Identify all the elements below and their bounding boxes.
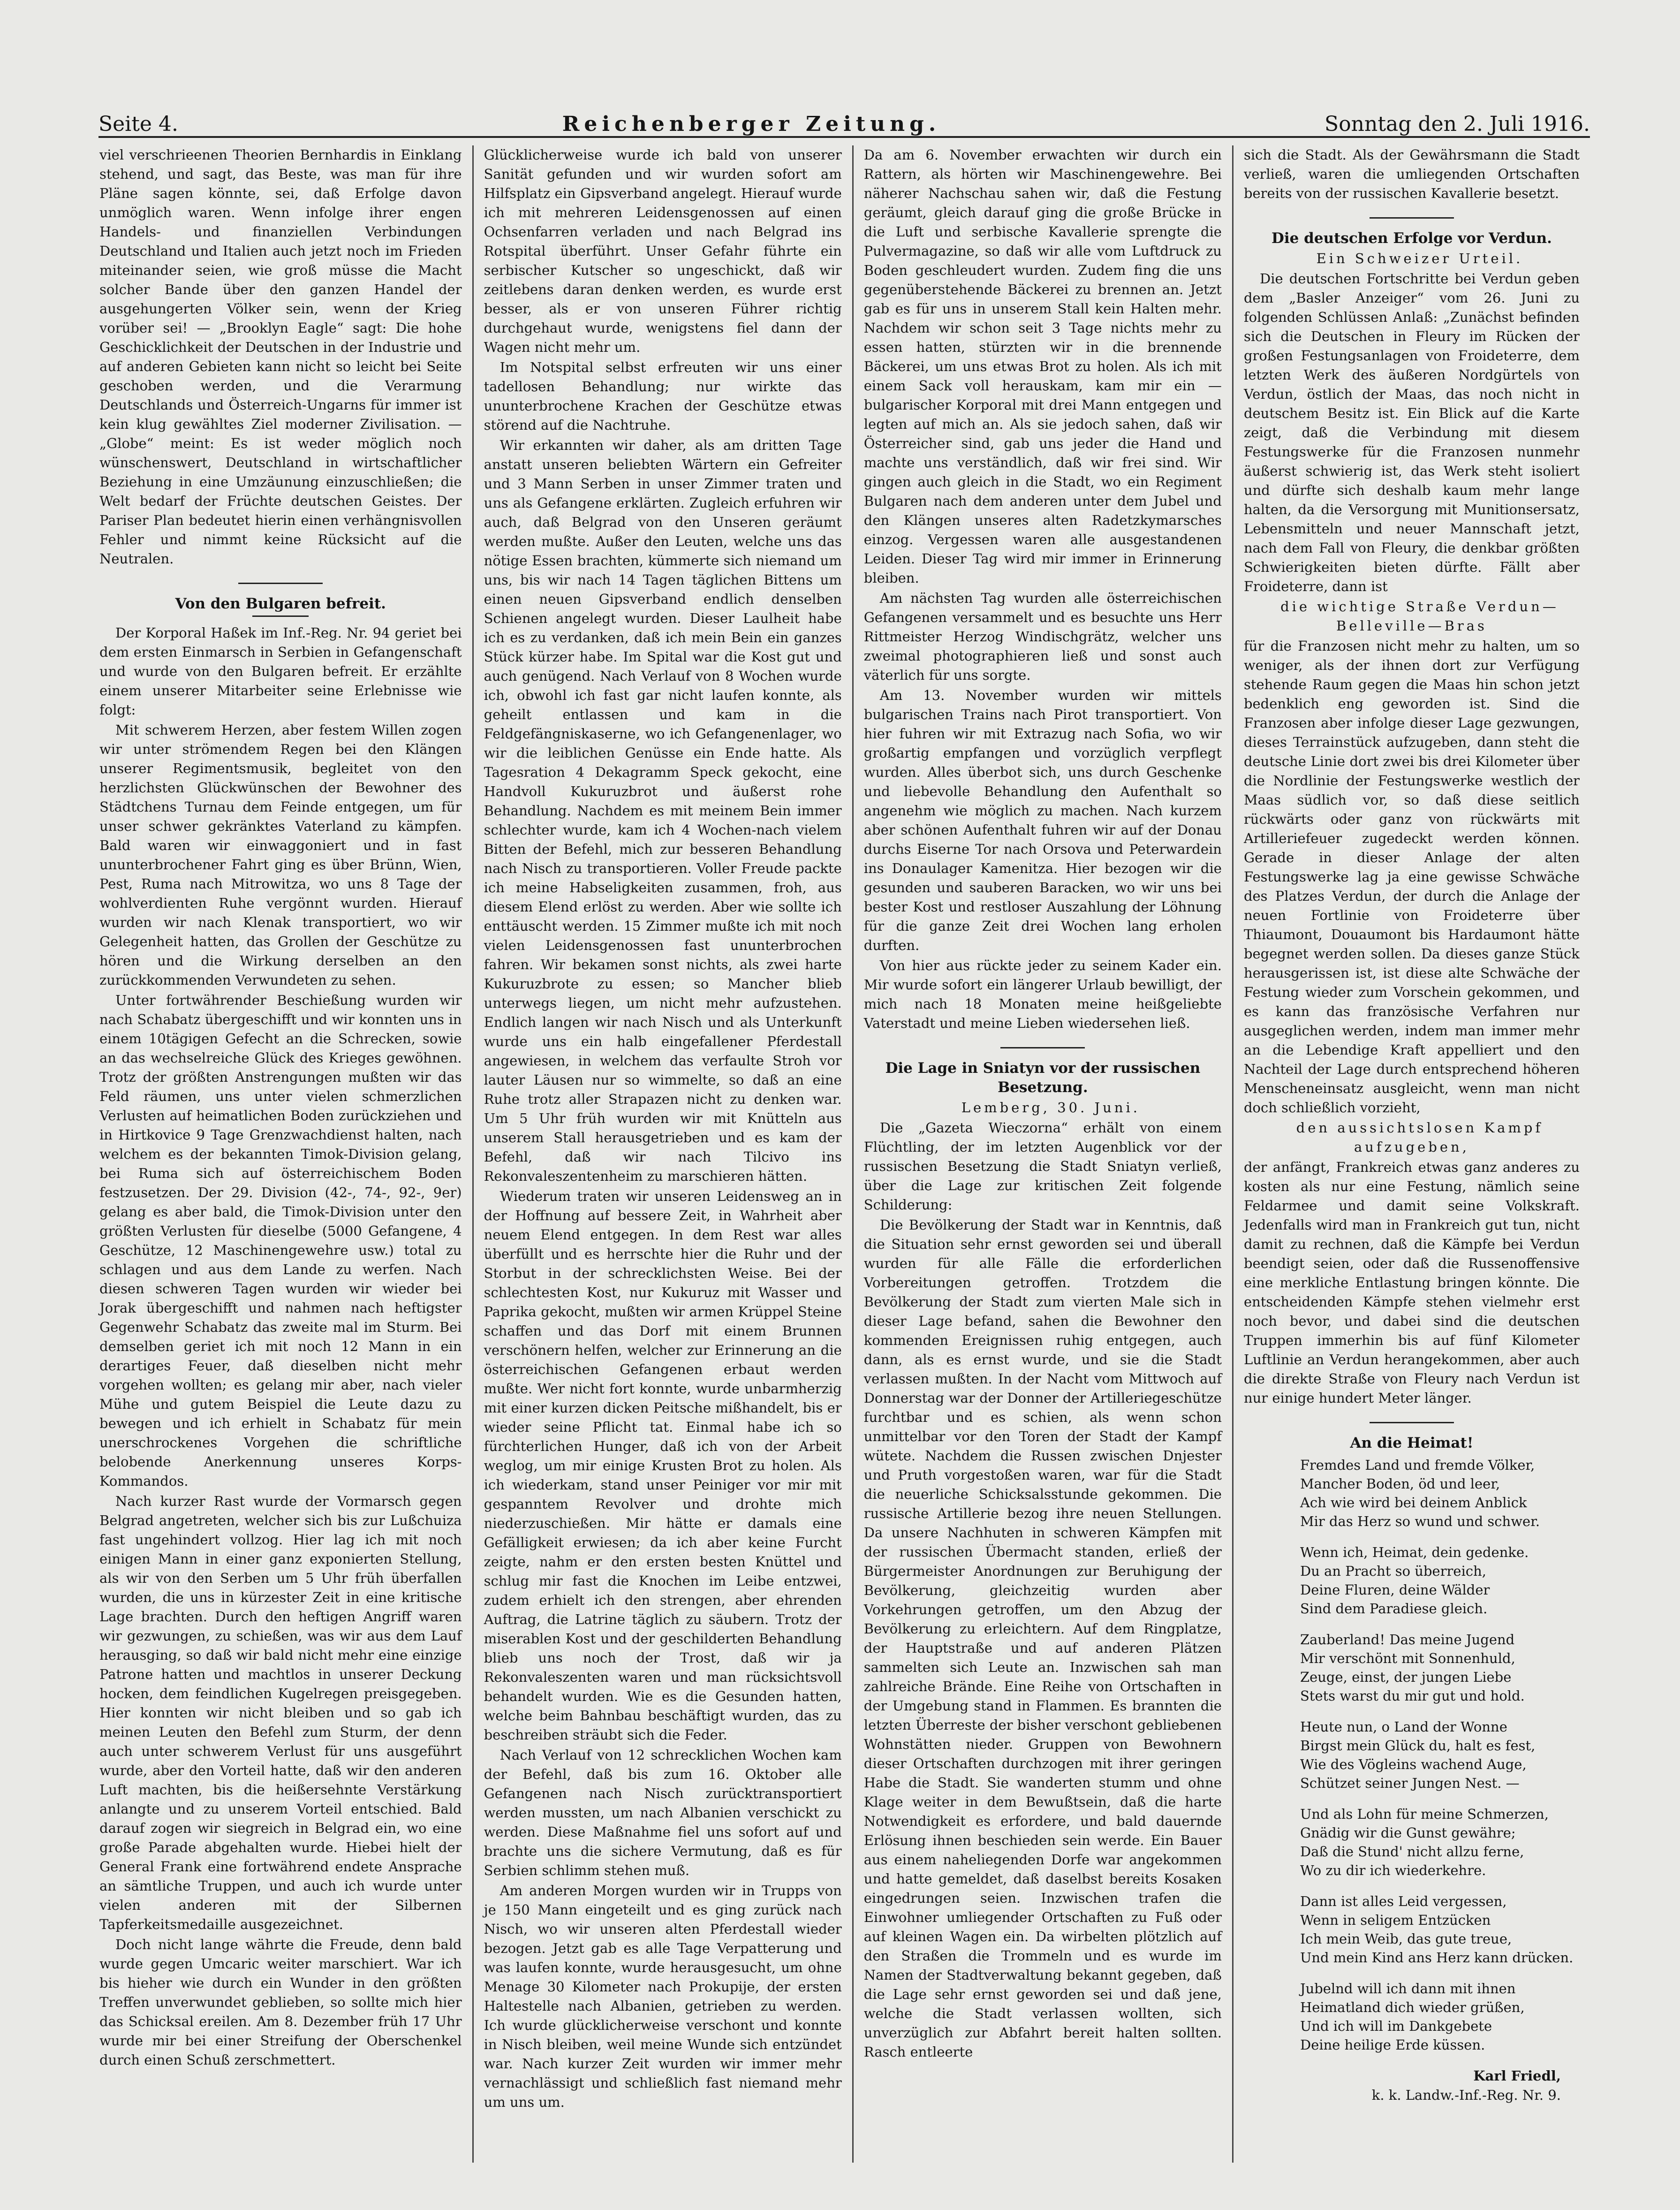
poem-line: Fremdes Land und fremde Völker, [1300, 1457, 1535, 1473]
poem-stanza [1244, 1630, 1580, 1705]
page-header [98, 94, 1590, 138]
divider [252, 615, 309, 617]
poem-stanza [1244, 1456, 1580, 1531]
poem-line: Wo zu dir ich wiederkehre. [1300, 1862, 1486, 1878]
poem-line: Mir das Herz so wund und schwer. [1300, 1513, 1540, 1529]
poem-line: Dann ist alles Leid vergessen, [1300, 1893, 1507, 1909]
divider [1370, 1422, 1454, 1423]
poem-line: Du an Pracht so überreich, [1300, 1563, 1486, 1579]
poem-line: Deine Fluren, deine Wälder [1300, 1582, 1490, 1598]
poem-line: Und ich will im Dankgebete [1300, 2018, 1492, 2034]
column-2 [472, 145, 852, 2163]
masthead: Reichenberger Zeitung. [562, 112, 941, 136]
article-text: Unter fortwährender Beschießung wurden wir nach Schabatz übergeschifft und wir konnten uns in einem 10tägigen Gefecht an die Schrecken, sowie an das wechselreiche Glück des Krieges gewöhnen. Trotz der größten Anstrengungen mußten wir das Feld räumen, uns unter vielen schmerzlichen Verlusten auf heimatlichen Boden zurückziehen und in Hirtkovice 9 Tage Grenzwachdienst halten, nach welchem es der bekannten Timok-Division gelang, bei Ruma sich auf österreichischem Boden festzusetzen. Der 29. Division (42-, 74-, 92-, 9er) gelang es aber bald, die Timok-Division unter den größten Verlusten für dieselbe (5000 Gefangene, 4 Geschütze, 12 Maschinengewehre usw.) total zu schlagen und aus dem Lande zu werfen. Nach diesen schweren Tagen wurden wir wieder bei Jorak übergeschifft und nahmen nach heftigster Gegenwehr Schabatz das zweite mal im Sturm. Bei demselben geriet ich mit noch 12 Mann in ein derartiges Feuer, daß dieselben nicht mehr vorgehen wollten; es gelang mir aber, nach vieler Mühe und gutem Beispiel die Leute dazu zu bewegen und ich erhielt in Schabatz für mein unerschrockenes Vorgehen die schriftliche belobende Anerkennung unseres Korps-Kommandos. [99, 992, 462, 1489]
article-text: der anfängt, Frankreich etwas ganz anderes zu kosten als nur eine Festung, nämlich seine Feldarmee und damit seine Volkskraft. Jedenfalls wird man in Frankreich gut tun, nicht damit zu rechnen, daß die Kämpfe bei Verdun beendigt seien, oder daß die Russenoffensive eine merkliche Entlastung bringen könnte. Die entscheidenden Kämpfe stehen vielmehr erst noch bevor, und dabei sind die deutschen Truppen immerhin bis auf fünf Kilometer Luftlinie an Verdun herangekommen, aber auch die direkte Straße von Fleury nach Verdun ist nur einige hundert Meter länger. [1243, 1159, 1580, 1406]
poem-line: Zauberland! Das meine Jugend [1300, 1632, 1515, 1648]
article-text: Der Korporal Haßek im Inf.-Reg. Nr. 94 geriet bei dem ersten Einmarsch in Serbien in Gefangenschaft und wurde von den Bulgaren befreit. Er erzählte einem unserer Mitarbeiter seine Erlebnisse wie folgt: [99, 625, 462, 718]
poem-line: Heimatland dich wieder grüßen, [1300, 1999, 1525, 2015]
poem-line: Und als Lohn für meine Schmerzen, [1300, 1806, 1549, 1822]
article-text: sich die Stadt. Als der Gewährsmann die Stadt verließ, waren die umliegenden Ortschaften bereits von der russischen Kavallerie besetzt. [1243, 147, 1580, 201]
article-text: Nach kurzer Rast wurde der Vormarsch gegen Belgrad angetreten, welcher sich bis zur Lußchuiza fast ungehindert vollzog. Hier lag ich mit noch einigen Mann in einer ganz exponierten Stellung, als wir von den Serben um 5 Uhr früh überfallen wurden, die uns in kürzester Zeit in eine kritische Lage brachten. Durch den heftigen Angriff waren wir gezwungen, zu schießen, was wir aus dem Lauf herausging, so daß wir bald nicht mehr eine einzige Patrone hatten und machtlos in unserer Deckung hocken, dem feindlichen Kugelregen preisgegeben. Hier konnten wir nicht bleiben und so gab ich meinen Leuten den Befehl zum Sturm, der denn auch unter schwerem Verlust für uns ausgeführt wurde, aber den Vorteil hatte, daß wir den anderen Luft machten, bis die heißersehnte Verstärkung anlangte und zu unserem Vorteil entschied. Bald darauf zogen wir siegreich in Belgrad ein, wo eine große Parade abgehalten wurde. Hiebei hielt der General Frank eine fortwährend endete Ansprache an sämtliche Truppen, und auch ich wurde unter vielen anderen mit der Silbernen Tapferkeitsmedaille ausgezeichnet. [99, 1493, 462, 1932]
page-number: Seite 4. [98, 112, 178, 136]
poem-line: Zeuge, einst, der jungen Liebe [1300, 1669, 1512, 1685]
columns [89, 145, 1590, 2163]
poem-line: Wenn ich, Heimat, dein gedenke. [1300, 1544, 1529, 1560]
article-text: Wiederum traten wir unseren Leidensweg an in der Hoffnung auf bessere Zeit, in Wahrheit aber neuem Elend entgegen. In dem Rest war alles überfüllt und es herrschte hier die Ruhr und der Storbut in der schrecklichsten Weise. Bei der schlechtesten Kost, nur Kukuruz mit Wasser und Paprika gekocht, mußten wir armen Krüppel Steine schaffen und das Dorf mit einem Brunnen verschönern helfen, welcher zur Erinnerung an die österreichischen Gefangenen erbaut werden mußte. Wer nicht fort konnte, wurde unbarmherzig mit einer kurzen dicken Peitsche mißhandelt, bis er wieder seine Pflicht tat. Einmal habe ich so fürchterlichen Hunger, daß ich von der Arbeit weglog, um mir einige Krusten Brot zu holen. Als ich wiederkam, stand unser Peiniger vor mir mit gespanntem Revolver und drohte mich niederzuschießen. Mir hätte er damals eine Gefälligkeit erwiesen; da ich aber keine Furcht zeigte, nahm er den ersten besten Knüttel und schlug mir fast die Knochen im Leibe entzwei, zudem erhielt ich den strengen, aber ehrenden Auftrag, die Latrine täglich zu säubern. Trotz der miserablen Kost und der geschilderten Behandlung blieb uns noch der Trost, daß wir ja Rekonvaleszenten waren und man rücksichtsvoll behandelt wurden. Wie es die Gesunden hatten, welche beim Bahnbau beschäftigt wurden, das zu beschreiben sträubt sich die Feder. [484, 1188, 842, 1743]
poem-stanza [1244, 1979, 1580, 2054]
author-unit: k. k. Landw.-Inf.-Reg. Nr. 9. [1371, 2087, 1561, 2103]
article-text: Die Bevölkerung der Stadt war in Kenntnis, daß die Situation sehr ernst geworden sei und überall wurden für alle Fälle die erforderlichen Vorbereitungen getroffen. Trotzdem die Bevölkerung der Stadt zum vierten Male sich in dieser Lage befand, sahen die Bewohner den kommenden Ereignissen ruhig entgegen, auch dann, als es ernst wurde, und sie die Stadt verlassen mußten. In der Nacht vom Mittwoch auf Donnerstag war der Donner der Artilleriegeschütze furchtbar und es schien, als wenn schon unmittelbar vor den Toren der Stadt der Kampf wütete. Nachdem die Russen zwischen Dnjester und Pruth vorgestoßen waren, war für die Stadt die neuerliche Schicksalsstunde gekommen. Die russische Artillerie bezog ihre neuen Stellungen. Da unsere Nachhuten in schweren Kämpfen mit der russischen Übermacht standen, erließ der Bürgermeister Anordnungen zur Beruhigung der Bevölkerung, gleichzeitig wurden aber Vorkehrungen getroffen, um den Abzug der Bevölkerung zu erleichtern. Auf dem Ringplatze, der Hauptstraße und auf anderen Plätzen sammelten sich Leute an. Inzwischen sah man zahlreiche Brände. Eine Reihe von Ortschaften in der Umgebung stand in Flammen. Es brannten die letzten Überreste der bisher verschont gebliebenen Wohnstätten nieder. Gruppen von Bewohnern dieser Ortschaften durchzogen mit ihrer geringen Habe die Stadt. Sie wanderten stumm und ohne Klage weiter in dem Bewußtsein, daß die harte Notwendigkeit es erfordere, und bald dauernde Erlösung ihnen beschieden sein werde. Ein Bauer aus einem naheliegenden Dorfe war angekommen und hatte gemeldet, daß daselbst bereits Kosaken eingedrungen seien. Inzwischen trafen die Einwohner umliegender Ortschaften zu Fuß oder auf kleinen Wagen ein. Da wirbelten plötzlich auf den Straßen die Trommeln und es wurde im Namen der Stadtverwaltung bekannt gegeben, daß die Lage sehr ernst geworden sei und daß jene, welche die Stadt verlassen wollten, sich unverzüglich zur Abfahrt bereit halten sollten. Rasch entleerte [863, 1217, 1222, 2060]
article-text: Die „Gazeta Wieczorna“ erhält von einem Flüchtling, der im letzten Augenblick vor der russischen Besetzung die Stadt Sniatyn verließ, über die Lage zur kritischen Zeit folgende Schilderung: [863, 1120, 1222, 1213]
article-text: Glücklicherweise wurde ich bald von unserer Sanität gefunden und wir wurden sofort am Hilfsplatz ein Gipsverband angelegt. Hierauf wurde ich mit mehreren Leidensgenossen auf einen Ochsenfarren verladen und nach Belgrad ins Rotspital überführt. Unser Gefahr führte ein serbischer Kutscher so ungeschickt, daß wir zeitlebens daran denken werden, es wurde erst besser, als er von unseren Führer richtig durchgehaut wurde, wenigstens fiel dann der Wagen nicht mehr um. [484, 147, 842, 355]
article-heading: Von den Bulgaren befreit. [175, 595, 386, 612]
article-heading: Die deutschen Erfolge vor Verdun. [1271, 230, 1552, 247]
poem-line: Wie des Vögleins wachend Auge, [1300, 1756, 1527, 1772]
column-4 [1232, 145, 1590, 2163]
poem-line: Ich mein Weib, das gute treue, [1300, 1931, 1512, 1947]
article-text: Da am 6. November erwachten wir durch ein Rattern, als hörten wir Maschinengewehre. Bei näherer Nachschau sahen wir, daß die Festung geräumt, gleich darauf ging die große Brücke in die Luft und serbische Kavallerie sprengte die Pulvermagazine, so daß wir alle vom Luftdruck zu Boden geschleudert wurden. Zudem fing die uns gegenüberstehende Bäckerei zu brennen an. Jetzt gab es für uns in unserem Stall kein Halten mehr. Nachdem wir schon seit 3 Tage nichts mehr zu essen hatten, stürzten wir in die brennende Bäckerei, um uns etwas Brot zu holen. Als ich mit einem Sack voll herauskam, kam mir ein — bulgarischer Korporal mit drei Mann entgegen und legten auf mich an. Als sie jedoch sahen, daß wir Österreicher sind, gab uns jeder die Hand und machte uns verständlich, daß wir frei sind. Wir gingen auch gleich in die Stadt, wo ein Regiment Bulgaren nach dem anderen unter dem Jubel und den Klängen unseres alten Radetzkymarsches einzog. Vergessen waren alle ausgestandenen Leiden. Dieser Tag wird mir immer in Erinnerung bleiben. [863, 147, 1222, 586]
poem-line: Deine heilige Erde küssen. [1300, 2037, 1485, 2053]
newspaper-page [70, 75, 1609, 2177]
emphasized-line: die wichtige Straße Verdun—Belleville—Bras [1280, 599, 1559, 634]
article-text: für die Franzosen nicht mehr zu halten, um so weniger, als der ihnen dort zur Verfügung stehende Raum gegen die Maas hin schon jetzt bedenklich eng geworden ist. Sind die Franzosen aber infolge dieser Lage gezwungen, dieses Terrainstück aufzugeben, dann steht die deutsche Linie dort zwei bis drei Kilometer über die Nordlinie der Festungswerke westlich der Maas südlich vor, so daß diese seitlich rückwärts oder ganz von rückwärts mit Artilleriefeuer zugedeckt werden können. Gerade in dieser Anlage der alten Festungswerke lag ja eine gewisse Schwäche des Platzes Verdun, der durch die Anlage der neuen Fortlinie von Froideterre über Thiaumont, Douaumont bis Hardaumont hätte begegnet werden sollen. Da dieses ganze Stück herausgerissen ist, ist diese alte Schwäche der Festung wieder zum Vorschein gekommen, und es kann das französische Verfahren nur ausgeglichen werden, indem man immer mehr an die Lebendige Kraft appelliert und den Nachteil der Lage durch entsprechend höheren Menscheneinsatz ausgleicht, wenn man nicht doch schließlich vorzieht, [1243, 638, 1580, 1116]
article-text: Am nächsten Tag wurden alle österreichischen Gefangenen versammelt und es besuchte uns Herr Rittmeister Herzog Windischgrätz, welcher uns zweimal photographieren ließ und sonst auch väterlich für uns sorgte. [863, 590, 1222, 683]
poem-line: Birgst mein Glück du, halt es fest, [1300, 1738, 1536, 1754]
poem-author: Karl Friedl, [1473, 2068, 1561, 2084]
emphasized-line: den aussichtslosen Kampf aufzugeben, [1296, 1120, 1544, 1155]
poem-line: Mancher Boden, öd und leer, [1300, 1476, 1500, 1492]
divider [1000, 1047, 1085, 1048]
poem-title: An die Heimat! [1350, 1435, 1474, 1451]
poem-line: Mir verschönt mit Sonnenhuld, [1300, 1650, 1515, 1666]
poem-stanza [1244, 1717, 1580, 1792]
poem-line: Ach wie wird bei deinem Anblick [1300, 1495, 1527, 1511]
poem-stanza [1244, 1543, 1580, 1618]
poem-line: Jubelnd will ich dann mit ihnen [1300, 1981, 1516, 1997]
poem-line: Schützet seiner Jungen Nest. — [1300, 1775, 1520, 1791]
article-text: Nach Verlauf von 12 schrecklichen Wochen kam der Befehl, daß bis zum 16. Oktober alle Gefangenen nach Nisch zurücktransportiert werden mussten, um nach Albanien verschickt zu werden. Diese Maßnahme fiel uns sofort auf und brachte uns die sichere Vermutung, daß es für Serbien schlimm stehen muß. [484, 1747, 842, 1878]
article-text: Wir erkannten wir daher, als am dritten Tage anstatt unseren beliebten Wärtern ein Gefreiter und 3 Mann Serben in unser Zimmer traten und uns als Gefangene erklärten. Zugleich erfuhren wir auch, daß Belgrad von den Unseren geräumt werden mußte. Außer den Leuten, welche uns das nötige Essen brachten, kümmerte sich niemand um uns, bis wir nach 14 Tagen täglichen Bittens um einen neuen Gipsverband endlich denselben Schienen angelegt wurden. Dieser Laulheit habe ich es zu verdanken, daß ich mein Bein ein ganzes Stück kürzer habe. Im Spital war die Kost gut und auch genügend. Nach Verlauf von 8 Wochen wurde ich, obwohl ich fast gar nicht laufen konnte, als geheilt entlassen und kam in die Feldgefängniskaserne, wo ich Gefangenenlager, wo wir die leiblichen Genüsse ein Ende hatte. Als Tagesration 4 Dekagramm Speck gekocht, eine Handvoll Kukuruzbrot und äußerst rohe Behandlung. Nachdem es mit meinem Bein immer schlechter wurde, kam ich 4 Wochen-nach vielem Bitten der Befehl, mich zur besseren Behandlung nach Nisch zu transportieren. Voller Freude packte ich meine Habseligkeiten zusammen, froh, aus diesem Elend erlöst zu werden. Aber wie sollte ich enttäuscht werden. 15 Zimmer mußte ich mit noch vielen Leidensgenossen fast ununterbrochen fahren. Wir bekamen sonst nichts, als zwei harte Kukuruzbrote zu essen; so Mancher blieb unterwegs liegen, um nicht mehr aufzustehen. Endlich langen wir nach Nisch und als Unterkunft wurde uns ein halb eingefallener Pferdestall angewiesen, in welchem das verfaulte Stroh vor lauter Läusen nur so wimmelte, so daß an eine Ruhe trotz aller Strapazen nicht zu denken war. Um 5 Uhr früh wurden wir mit Knütteln aus unserem Stall herausgetrieben und es kam der Befehl, daß wir nach Tilcivo ins Rekonvaleszentenheim zu marschieren hätten. [484, 437, 842, 1184]
dateline: Lemberg, 30. Juni. [961, 1100, 1141, 1116]
article-text: Im Notspital selbst erfreuten wir uns einer tadellosen Behandlung; nur wirkte das ununterbrochene Krachen der Geschütze etwas störend auf die Nachtruhe. [484, 359, 842, 433]
column-1 [89, 145, 472, 2163]
article-text: Die deutschen Fortschritte bei Verdun geben dem „Basler Anzeiger“ vom 26. Juni zu folgenden Schlüssen Anlaß: „Zunächst befinden sich die Deutschen in Fleury im Rücken der großen Festungsanlagen von Froideterre, dem letzten Werk des äußeren Nordgürtels von Verdun, östlich der Maas, das noch nicht in deutschem Besitz ist. Ein Blick auf die Karte zeigt, daß die Verbindung mit diesem Festungswerke für die Franzosen nunmehr äußerst schwierig ist, das Werk steht isoliert und dürfte sich deshalb kaum mehr lange halten, da die Versorgung mit Munitionsersatz, Lebensmitteln und neuer Mannschaft jetzt, nach dem Fall von Fleury, die denkbar größten Schwierigkeiten bieten dürfte. Fällt aber Froideterre, dann ist [1243, 271, 1580, 594]
article-text: Am 13. November wurden wir mittels bulgarischen Trains nach Pirot transportiert. Von hier fuhren wir mit Extrazug nach Sofia, wo wir großartig empfangen und vorzüglich verpflegt wurden. Alles überbot sich, uns durch Geschenke und liebevolle Behandlung den Aufenthalt so angenehm wie möglich zu machen. Nach kurzem aber schönen Aufenthalt fuhren wir auf der Donau durchs Eiserne Tor nach Orsova und Peterwardein ins Donaulager Kamenitza. Hier bezogen wir die gesunden und sauberen Baracken, wo wir uns bei bester Kost und restloser Auszahlung der Löhnung für die ganze Zeit drei Wochen lang erholen durften. [863, 687, 1222, 953]
article-subheading: Ein Schweizer Urteil. [1316, 251, 1523, 266]
divider [238, 583, 323, 584]
poem-stanza [1244, 1892, 1580, 1967]
poem-line: Wenn in seligem Entzücken [1300, 1912, 1491, 1928]
poem-stanza [1244, 1805, 1580, 1880]
article-text: Von hier aus rückte jeder zu seinem Kader ein. Mir wurde sofort ein längerer Urlaub bewilligt, der mich nach 18 Monaten meine heißgeliebte Vaterstadt und meine Lieben wiedersehen ließ. [863, 957, 1222, 1031]
divider [1370, 217, 1454, 219]
poem-line: Stets warst du mir gut und hold. [1300, 1688, 1525, 1704]
article-text: viel verschrieenen Theorien Bernhardis in Einklang stehend, und sagt, das Beste, was man für ihre Pläne sagen könnte, sei, daß Erfolge davon unmöglich waren. Wenn infolge ihrer engen Handels- und finanziellen Verbindungen Deutschland und Italien auch jetzt noch im Frieden miteinander seien, wie groß müsse die Macht solcher Bande über den ganzen Handel der ausgehungerten Völker sein, wenn der Krieg vorüber sei! — „Brooklyn Eagle“ sagt: Die hohe Geschicklichkeit der Deutschen in der Industrie und auf anderen Gebieten kann nicht so leicht bei Seite geschoben werden, und die Verarmung Deutschlands und Österreich-Ungarns für immer ist kein klug gewähltes Ziel moderner Zivilisation. — „Globe“ meint: Es ist weder möglich noch wünschenswert, Deutschland in wirtschaftlicher Beziehung in eine Umzäunung einzuschließen; die Welt bedarf der Früchte deutschen Geistes. Der Pariser Plan bedeutet hierin einen verhängnisvollen Fehler und nimmt keine Rücksicht auf die Neutralen. [99, 147, 462, 567]
article-heading: Die Lage in Sniatyn vor der russischen Besetzung. [885, 1060, 1201, 1096]
article-text: Am anderen Morgen wurden wir in Trupps von je 150 Mann eingeteilt und es ging zurück nach Nisch, wo wir unseren alten Pferdestall wieder bezogen. Jetzt gab es alle Tage Verpatterung und was laufen konnte, wurde herausgesucht, um ohne Menage 30 Kilometer nach Prokupije, der ersten Haltestelle nach Albanien, getrieben zu werden. Ich wurde glücklicherweise verschont und konnte in Nisch bleiben, weil meine Wunde sich entzündet war. Nach kurzer Zeit wurden wir immer mehr vernachlässigt und schließlich fast niemand mehr um uns um. [484, 1883, 842, 2110]
article-text: Mit schwerem Herzen, aber festem Willen zogen wir unter strömendem Regen bei den Klängen unserer Regimentsmusik, begleitet von den herzlichsten Glückwünschen der Bewohner des Städtchens Turnau dem Feinde entgegen, um für unser schwer gekränktes Vaterland zu kämpfen. Bald waren wir einwaggoniert und in fast ununterbrochener Fahrt ging es über Brünn, Wien, Pest, Ruma nach Mitrowitza, wo uns 8 Tage der wohlverdienten Ruhe vergönnt wurden. Hierauf wurden wir nach Klenak transportiert, wo wir Gelegenheit hatten, das Grollen der Geschütze zu hören und die Wirkung derselben an den zurückkommenden Verwundeten zu sehen. [99, 722, 462, 988]
poem-line: Gnädig wir die Gunst gewähre; [1300, 1825, 1516, 1841]
article-text: Doch nicht lange währte die Freude, denn bald wurde gegen Umcaric weiter marschiert. War ich bis hieher wie durch ein Wunder in den größten Treffen unverwundet geblieben, so sollte mich hier das Schicksal ereilen. Am 8. Dezember früh 17 Uhr wurde mir bei einer Streifung der Oberschenkel durch einen Schuß zerschmettert. [99, 1937, 462, 2068]
column-3 [852, 145, 1232, 2163]
poem-line: Und mein Kind ans Herz kann drücken. [1300, 1950, 1574, 1966]
poem-line: Daß die Stund' nicht allzu ferne, [1300, 1844, 1524, 1860]
poem-line: Sind dem Paradiese gleich. [1300, 1601, 1488, 1617]
poem-line: Heute nun, o Land der Wonne [1300, 1719, 1507, 1735]
issue-date: Sonntag den 2. Juli 1916. [1324, 112, 1590, 136]
